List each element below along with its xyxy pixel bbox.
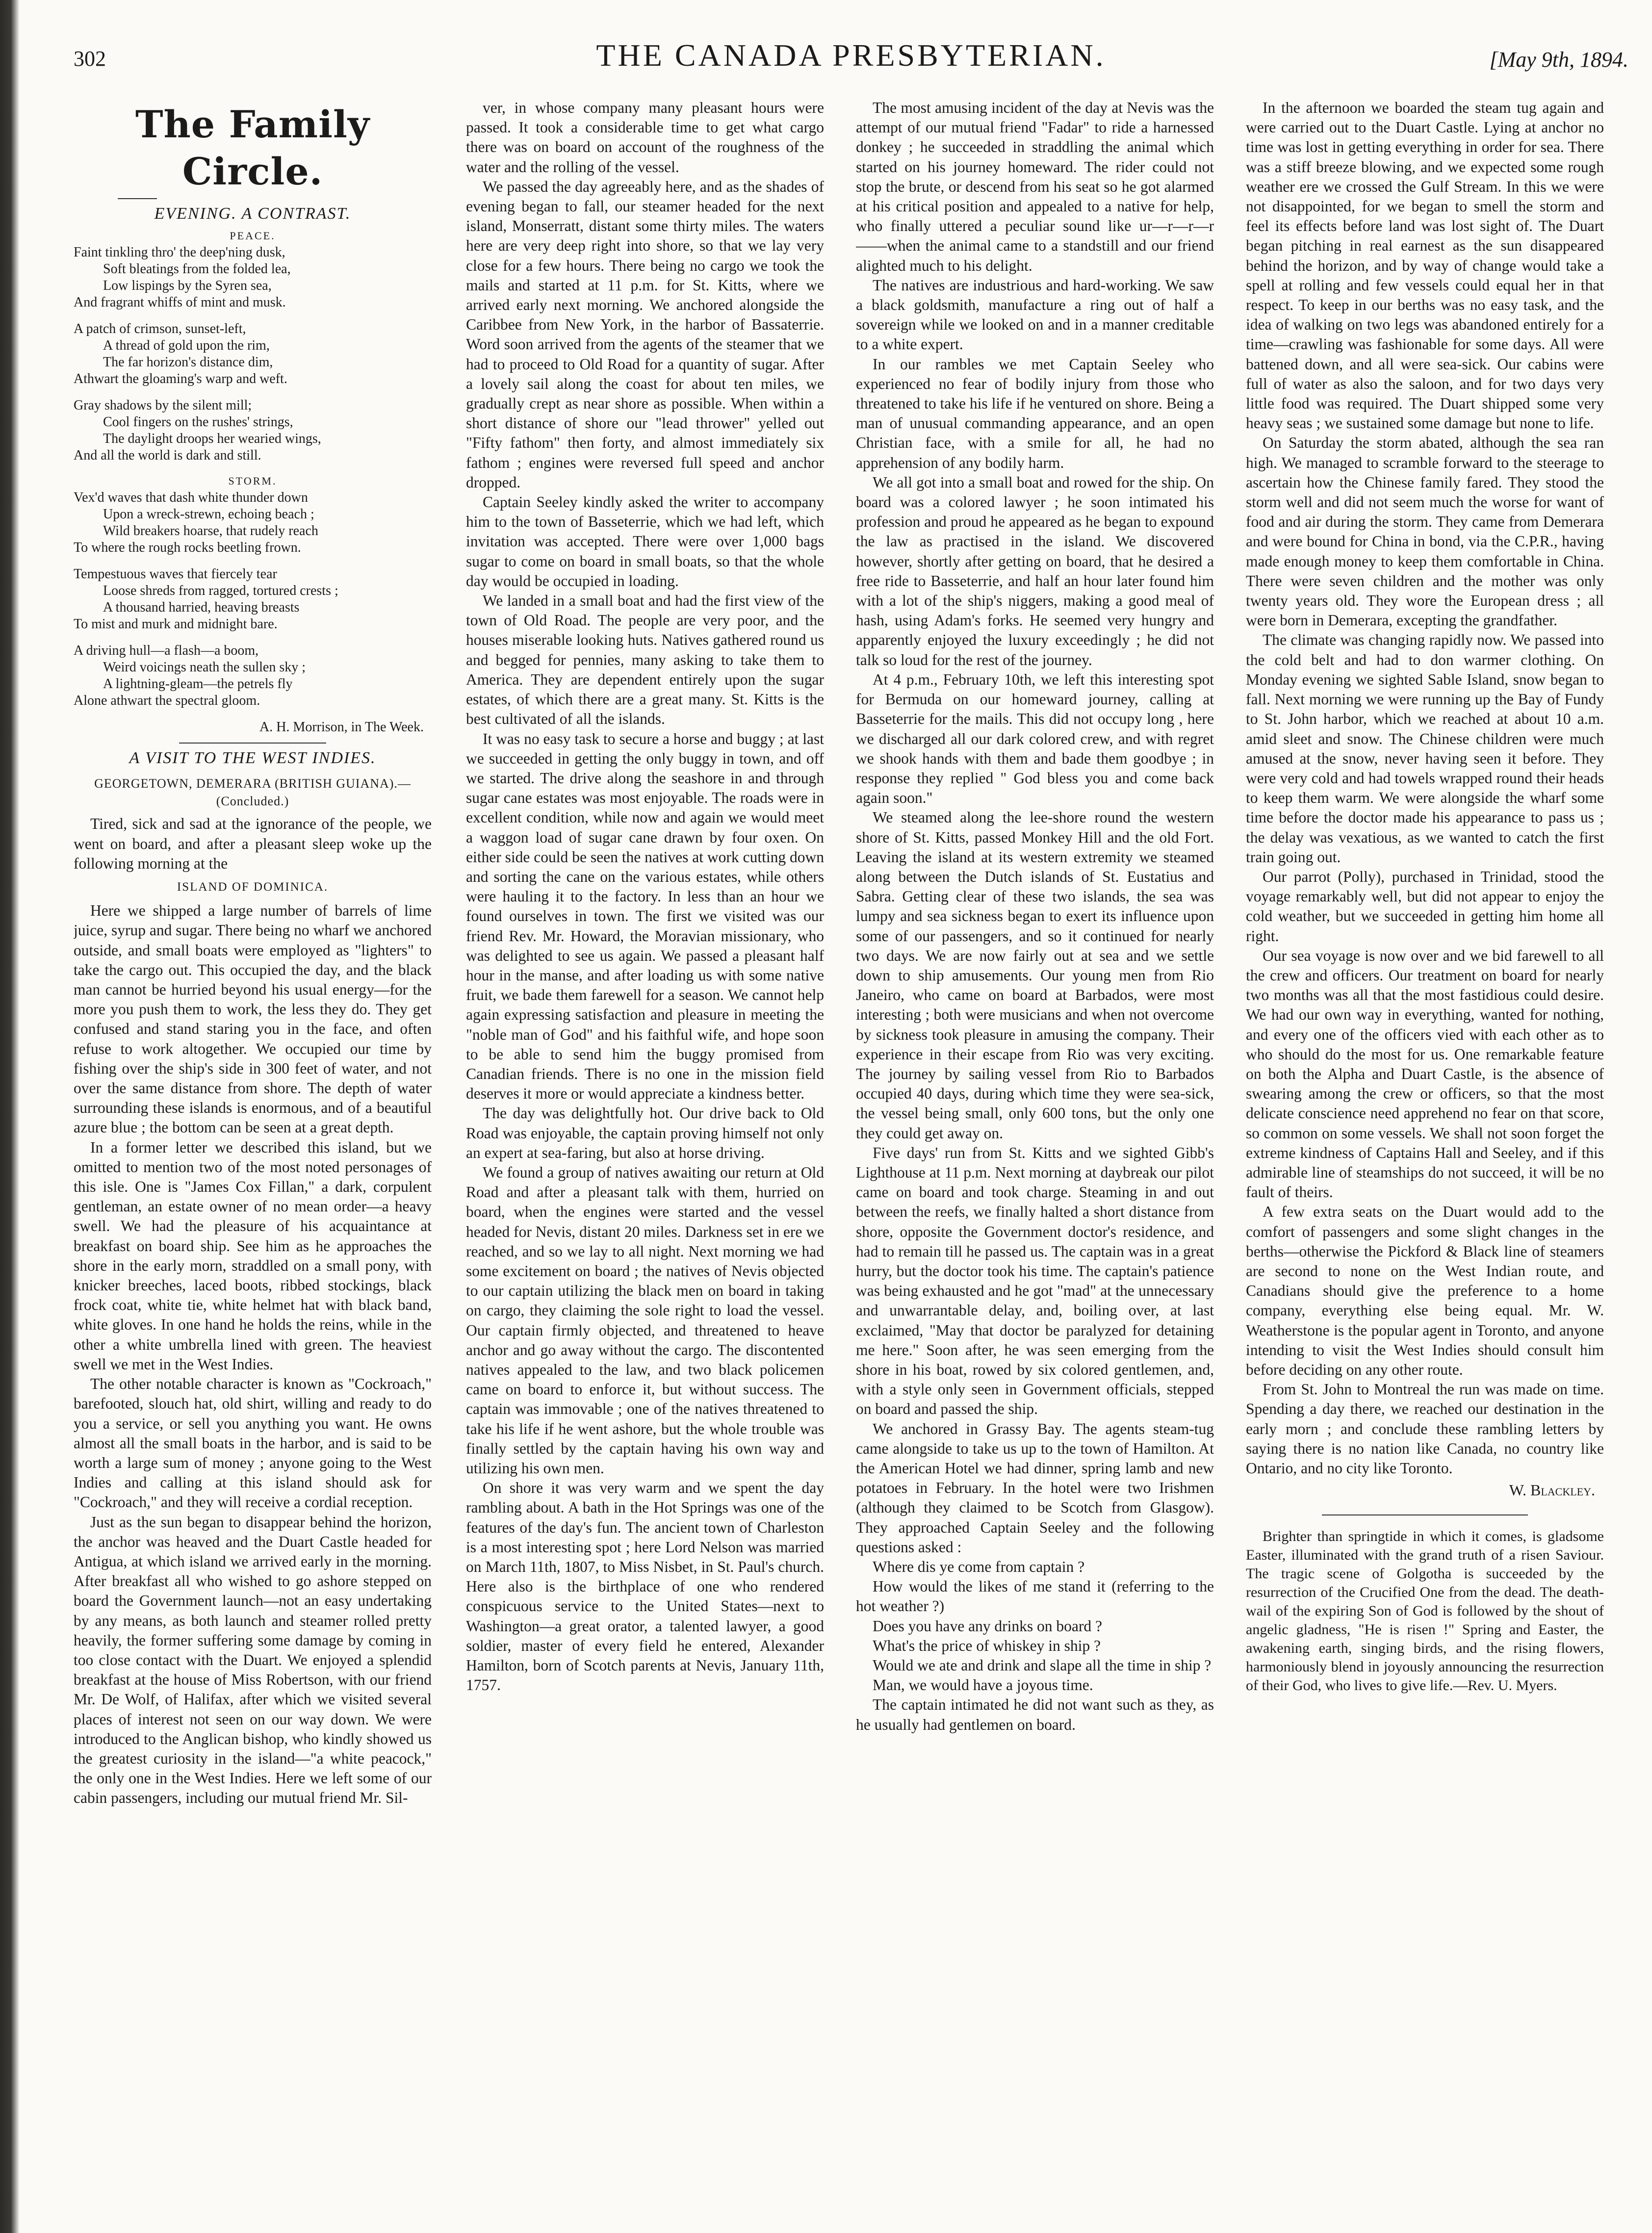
issue-date: [May 9th, 1894. [1489,48,1628,72]
article-paragraph: On Saturday the storm abated, although the sea ran high. We managed to scramble forward to the steerage to ascertain how the Chinese family fared. They stood the storm well and did not seem much the worse for want of food and air during the storm. They came from Demerara and were bound for China in bond, via the C.P.R., having made enough money to keep them comfortable in China. There were seven children and the mother was only twenty years old. They wore the European dress ; all were born in Demerara, excepting the grandfather. [1246,434,1604,629]
poem-line: Low lispings by the Syren sea, [103,278,272,294]
article-paragraph: We all got into a small boat and rowed for the ship. On board was a colored lawyer ; he soon intimated his profession and proud he appeared as he began to expound the law as practised in the island. We discovered however, shortly after getting on board, that he desired a free ride to Basseterrie, and half an hour later found him with a lot of the ship's niggers, making a good meal of hash, using Adam's forks. He seemed very hungry and apparently enjoyed the luxury exceedingly ; he did not talk so loud for the rest of the journey. [856,473,1214,668]
article-paragraph: We landed in a small boat and had the first view of the town of Old Road. The people are very poor, and the houses miserable looking huts. Natives gathered round us and begged for pennies, many asking to take them to America. They are dependent entirely upon the sugar estates, of which there are a great many. St. Kitts is the best cultivated of all the islands. [466,592,824,728]
poem-title: EVENING. A CONTRAST. [154,205,351,223]
article-paragraph: We anchored in Grassy Bay. The agents steam-tug came alongside to take us up to the town of Hamilton. At the American Hotel we had dinner, spring lamb and new potatoes in February. In the hotel were two Irishmen (although they claimed to be Scotch from Glasgow). They approached Captain Seeley and the following questions asked : [856,1420,1214,1556]
poem-stanza [74,244,432,311]
poem-stanza [74,321,432,387]
article-paragraph: The natives are industrious and hard-working. We saw a black goldsmith, manufacture a ring out of half a sovereign while we looked on and in a manner creditable to a white expert. [856,276,1214,353]
poem-line: And fragrant whiffs of mint and musk. [74,295,286,310]
poem-stanza [74,642,432,709]
page-number: 302 [74,47,106,71]
article-paragraph: The day was delightfully hot. Our drive back to Old Road was enjoyable, the captain proving himself not only an expert at sea-faring, but also at horse driving. [466,1104,824,1161]
poem-line: And all the world is dark and still. [74,448,261,463]
poem-line: Athwart the gloaming's warp and weft. [74,371,287,387]
column-3-paragraphs [856,98,1214,1735]
article-paragraph: ver, in whose company many pleasant hours were passed. It took a considerable time to get what cargo there was on board on account of the roughness of the water and the rolling of the vessel. [466,99,824,176]
poem-line: Loose shreds from ragged, tortured crests ; [103,583,338,599]
column-3 [856,98,1214,2197]
poem-line: To mist and murk and midnight bare. [74,616,278,632]
poem-part-label: STORM. [228,475,277,488]
poem-line: A thousand harried, heaving breasts [103,600,300,616]
article-paragraph: In our rambles we met Captain Seeley who experienced no fear of bodily injury from those who threatened to take his life if he ventured on shore. Being a man of unusual commanding appearance, and an open Christian face, with a smile for all, he had no apprehension of any bodily harm. [856,355,1214,471]
article-paragraph: The climate was changing rapidly now. We passed into the cold belt and had to don warmer clothing. On Monday evening we sighted Sable Island, snow began to fall. Next morning we were running up the Bay of Fundy to St. John harbor, which we reached at about 10 a.m. amid sleet and snow. The Chinese children were much amused at the snow, never having seen it before. They were very cold and had towels wrapped round their heads to keep them warm. We were alongside the wharf some time before the doctor made his appearance to pass us ; the delay was vexatious, as we wanted to catch the first train going out. [1246,631,1604,866]
column-4 [1246,98,1604,2197]
column-4-paragraphs [1246,98,1604,1478]
poem-part-2 [74,489,432,709]
masthead-title: THE CANADA PRESBYTERIAN. [596,38,1106,73]
heading-rule [118,198,157,199]
article-paragraph: We steamed along the lee-shore round the western shore of St. Kitts, passed Monkey Hill and the old Fort. Leaving the island at its western extremity we steamed along between the Dutch islands of St. Eustatius and Sabra. Getting clear of these two islands, the sea was lumpy and sea sickness began to exert its influence upon some of our passengers, and so it continued for nearly two days. We are now fairly out at sea and we settle down to ship amusements. Our young men from Rio Janeiro, who came on board at Barbados, were most interesting ; both were musicians and when not overcome by sickness took pleasure in amusing the company. Their experience in their escape from Rio was very exciting. The journey by sailing vessel from Rio to Barbados occupied 40 days, during which time they were sea-sick, the vessel being small, only 600 tons, but the only one they could get away on. [856,809,1214,1142]
poem-line: Alone athwart the spectral gloom. [74,693,260,709]
poem-stanza [74,489,432,556]
article-intro: Tired, sick and sad at the ignorance of the people, we went on board, and after a pleasant sleep woke up the following morning at the [74,815,432,872]
column-1 [74,98,432,2197]
poem-part-1 [74,244,432,464]
article-paragraph: In the afternoon we boarded the steam tug again and were carried out to the Duart Castle. Lying at anchor no time was lost in getting everything in order for sea. There was a stiff breeze blowing, and we expected some rough weather ere we crossed the Gulf Stream. In this we were not disappointed, for we began to smell the storm and feel its effects before land was lost sight of. The Duart began pitching in real earnest as the sun disappeared behind the horizon, and by way of change would take a spell at rolling and few vessels could equal her in that respect. To keep in our berths was no easy task, and the idea of walking on two legs was abandoned entirely for a time—crawling was fashionable for some days. All were battened down, and all were sea-sick. Our cabins were full of water as also the saloon, and for two days very little food was required. The Duart shipped some very heavy seas ; we sustained some damage but none to life. [1246,99,1604,432]
poem-line: To where the rough rocks beetling frown. [74,540,301,556]
article-paragraph: We passed the day agreeably here, and as the shades of evening began to fall, our steamer headed for the next island, Monserratt, distant some thirty miles. The waters here are very deep right into shore, so that we lay very close for a few hours. There being no cargo we took the mails and started at 11 p.m. for St. Kitts, where we arrived early next morning. We anchored alongside the Caribbee from New York, in the harbor of Bassaterrie. Word soon arrived from the agents of the steamer that we had to proceed to Old Road for a quantity of sugar. After a lovely sail along the coast for about ten miles, we gradually crept as near shore as possible. When within a short distance of shore our "lead thrower" yelled out "Fifty fathom" then forty, and almost immediately six fathom ; engines were reversed full speed and anchor dropped. [466,178,824,491]
poem-stanza [74,397,432,464]
article-paragraph: On shore it was very warm and we spent the day rambling about. A bath in the Hot Springs was one of the features of the day's fun. The ancient town of Charleston is a most interesting spot ; here Lord Nelson was married on March 11th, 1807, to Miss Nisbet, in St. Paul's church. Here also is the birthplace of one who rendered conspicuous service to the United States—next to Washington—a great orator, a talented lawyer, a good soldier, master of every field he entered, Alexander Hamilton, born of Scotch parents at Nevis, January 11th, 1757. [466,1479,824,1694]
section-heading: The Family Circle. [135,103,370,193]
article-paragraph: The most amusing incident of the day at Nevis was the attempt of our mutual friend "Fadar" to ride a harnessed donkey ; he succeeded in straddling the animal which started on his journey homeward. The rider could not stop the brute, or descend from his seat so he got alarmed at his critical position and appealed to a native for help, who finally uttered a peculiar sound like ur—r—r—r——when the animal came to a standstill and our friend alighted much to his delight. [856,99,1214,274]
article-paragraph: We found a group of natives awaiting our return at Old Road and after a pleasant talk with them, hurried on board, when the engines were started and the vessel headed for Nevis, distant 20 miles. Darkness set in ere we reached, and so we lay to all night. Next morning we had some excitement on board ; the natives of Nevis objected to our captain utilizing the black men on board in taking on cargo, they claiming the sole right to load the vessel. Our captain firmly objected, and threatened to heave anchor and go away without the cargo. The discontented natives appealed to the law, and two black policemen came on board to enforce it, but without success. The captain was immovable ; one of the natives threatened to take his life if he went ashore, but the whole trouble was finally settled by the captain having his own way and utilizing his own men. [466,1163,824,1477]
poem-line: Soft bleatings from the folded lea, [103,261,291,277]
article-paragraph: Where dis ye come from captain ? [873,1558,1085,1576]
poem-line: Upon a wreck-strewn, echoing beach ; [103,507,314,522]
column-2 [466,98,824,2197]
article-paragraph: The other notable character is known as "Cockroach," barefooted, slouch hat, old shirt, willing and ready to do you a service, or sell you anything you want. He owns almost all the small boats in the harbor, and is said to be worth a large sum of money ; anyone going to the West Indies and calling at this island should ask for "Cockroach," and they will receive a cordial reception. [74,1375,432,1511]
poem-line: Vex'd waves that dash white thunder down [74,490,308,506]
article-signature: W. Blackley. [1509,1481,1595,1499]
article-paragraph: Just as the sun began to disappear behind the horizon, the anchor was heaved and the Duart Castle headed for Antigua, at which island we arrived early in the morning. After breakfast all who wished to go ashore stepped on board the Government launch—not an easy undertaking by any means, as both launch and steamer rolled pretty heavily, the former suffering some damage by coming in too close contact with the Duart. We enjoyed a splendid breakfast at the house of Miss Robertson, with our friend Mr. De Wolf, of Halifax, after which we visited several places of interest not seen on our way down. We were introduced to the Anglican bishop, who kindly showed us the greatest curiosity in the island—"a white peacock," the only one in the West Indies. Here we left some of our cabin passengers, including our mutual friend Mr. Sil- [74,1513,432,1807]
section-rule [179,743,326,744]
article-paragraph: At 4 p.m., February 10th, we left this interesting spot for Bermuda on our homeward journey, calling at Basseterrie for the mails. This did not occupy long , here we discharged all our dark colored crew, and with regret we shook hands with them and bade them goodbye ; in response they replied " God bless you and come back again soon." [856,670,1214,807]
column-1-paragraphs [74,901,432,1808]
article-paragraph: Here we shipped a large number of barrels of lime juice, syrup and sugar. There being no wharf we anchored outside, and small boats were employed as "lighters" to take the cargo out. This occupied the day, and the black man cannot be hurried beyond his usual energy—for the more you push them to work, the less they do. They get confused and stand staring you in the face, and often refuse to work altogether. We occupied our time by fishing over the ship's side in 300 feet of water, and not over the same distance from shore. The depth of water surrounding these islands is enormous, and of a beautiful azure blue ; the bottom can be seen at a great depth. [74,902,432,1136]
poem-line: Weird voicings neath the sullen sky ; [103,660,306,675]
poem-line: Cool fingers on the rushes' strings, [103,414,293,430]
subheading: ISLAND OF DOMINICA. [177,880,329,894]
easter-note: Brighter than springtide in which it comes, is gladsome Easter, illuminated with the grand truth of a risen Saviour. The tragic scene of Golgotha is succeeded by the resurrection of the Crucified One from the dead. The death-wail of the expiring Son of God is followed by the shout of angelic gladness, "He is risen !" Spring and Easter, the awakening earth, singing birds, and the rising flowers, harmoniously blend in joyously announcing the resurrection of their God, who lives to give life.—Rev. U. Myers. [1246,1528,1604,1694]
poem-part-label: PEACE. [230,230,276,242]
article-paragraph: Does you have any drinks on board ? [873,1617,1103,1635]
poem-signature: A. H. Morrison, in The Week. [259,719,424,735]
article-paragraph: Our sea voyage is now over and we bid farewell to all the crew and officers. Our treatment on board for nearly two months was all that the most fastidious could desire. We had our own way in everything, wanted for nothing, and every one of the officers vied with each other as to who should do the most for us. One remarkable feature on both the Alpha and Duart Castle, is the absence of swearing among the crew or officers, so that the most delicate conscience need apprehend no fear on that score, so common on some vessels. We shall not soon forget the extreme kindness of Captains Hall and Seeley, and if this admirable line of steamships do not succeed, it will be no fault of theirs. [1246,947,1604,1201]
poem-line: The daylight droops her wearied wings, [103,431,321,447]
poem-line: A thread of gold upon the rim, [103,338,270,354]
poem-line: Tempestuous waves that fiercely tear [74,566,277,582]
article-paragraph: A few extra seats on the Duart would add to the comfort of passengers and some slight changes in the berths—otherwise the Pickford & Black line of steamers are second to none on the West Indian route, and Canadians should give the preference to a home company, everything else being equal. Mr. W. Weatherstone is the popular agent in Toronto, and anyone intending to visit the West Indies should consult him before deciding on any other route. [1246,1203,1604,1378]
article-dateline: GEORGETOWN, DEMERARA (BRITISH GUIANA).—(Concluded.) [94,776,411,809]
poem-line: Wild breakers hoarse, that rudely reach [103,523,318,539]
article-paragraph: From St. John to Montreal the run was made on time. Spending a day there, we reached our destination in the early morn ; and conclude these rambling letters by saying there is no nation like Canada, no country like Ontario, and no city like Toronto. [1246,1381,1604,1477]
page-header [74,37,1628,96]
section-rule [1322,1514,1528,1515]
article-paragraph: In a former letter we described this island, but we omitted to mention two of the most noted personages of this isle. One is "James Cox Fillan," a dark, corpulent gentleman, an estate owner of no mean order—a heavy swell. We had the pleasure of his acquaintance at breakfast on board ship. See him as he approaches the shore in the early morn, straddled on a small pony, with knicker breeches, laced boots, ribbed stockings, black frock coat, white tie, white helmet hat with black band, white gloves. In one hand he holds the reins, while in the other a white umbrella lined with green. The heaviest swell we met in the West Indies. [74,1138,432,1373]
page-edge-shadow [0,0,20,2233]
article-paragraph: The captain intimated he did not want such as they, as he usually had gentlemen on board. [856,1696,1214,1733]
article-paragraph: How would the likes of me stand it (referring to the hot weather ?) [856,1578,1214,1615]
article-paragraph: What's the price of whiskey in ship ? [873,1637,1101,1654]
poem-line: Faint tinkling thro' the deep'ning dusk, [74,245,285,260]
poem-line: The far horizon's distance dim, [103,355,273,370]
article-paragraph: Our parrot (Polly), purchased in Trinidad, stood the voyage remarkably well, but did not appear to enjoy the cold weather, but we succeeded in getting him home all right. [1246,868,1604,945]
article-paragraph: Captain Seeley kindly asked the writer to accompany him to the town of Basseterrie, which we had left, which invitation was accepted. There were over 1,000 bags sugar to come on board in small boats, so that the whole day would be occupied in loading. [466,493,824,590]
poem-line: A patch of crimson, sunset-left, [74,321,246,337]
article-paragraph: It was no easy task to secure a horse and buggy ; at last we succeeded in getting the only buggy in town, and off we started. The drive along the seashore in and through sugar cane estates was most enjoyable. The roads were in excellent condition, while now and again we would meet a waggon load of sugar cane drawn by four oxen. On either side could be seen the natives at work cutting down and sorting the cane on the various estates, while others were hauling it to the factory. In less than an hour we found ourselves in town. The first we visited was our friend Rev. Mr. Howard, the Moravian missionary, who was delighted to see us again. We passed a pleasant half hour in the manse, and after loading us with some native fruit, we bade them farewell for a season. We cannot help again expressing satisfaction and pleasure in meeting the "noble man of God" and his faithful wife, and hope soon to be able to send him the buggy promised from Canadian friends. There is no one in the mission field deserves it more or would appreciate a kindness better. [466,730,824,1103]
article-paragraph: Would we ate and drink and slape all the time in ship ? [873,1657,1212,1674]
article-paragraph: Man, we would have a joyous time. [873,1676,1093,1694]
poem-line: A lightning-gleam—the petrels fly [103,676,293,692]
column-2-paragraphs [466,98,824,1695]
poem-line: A driving hull—a flash—a boom, [74,643,259,659]
article-title: A VISIT TO THE WEST INDIES. [129,749,376,768]
poem-line: Gray shadows by the silent mill; [74,398,252,413]
article-paragraph: Five days' run from St. Kitts and we sighted Gibb's Lighthouse at 11 p.m. Next morning at daybreak our pilot came on board and took charge. Steaming in and out between the reefs, we finally halted a short distance from shore, opposite the Government doctor's residence, and had to remain till he passed us. The captain was in a great hurry, but the doctor took his time. The captain's patience was being exhausted and he got "mad" at the unnecessary and unwarrantable delay, and, boiling over, at last exclaimed, "May that doctor be paralyzed for detaining me here." Soon after, he was seen emerging from the shore in his boat, rowed by six colored gentlemen, and, with a style only seen in Government officials, stepped on board and passed the ship. [856,1144,1214,1418]
poem-stanza [74,566,432,633]
